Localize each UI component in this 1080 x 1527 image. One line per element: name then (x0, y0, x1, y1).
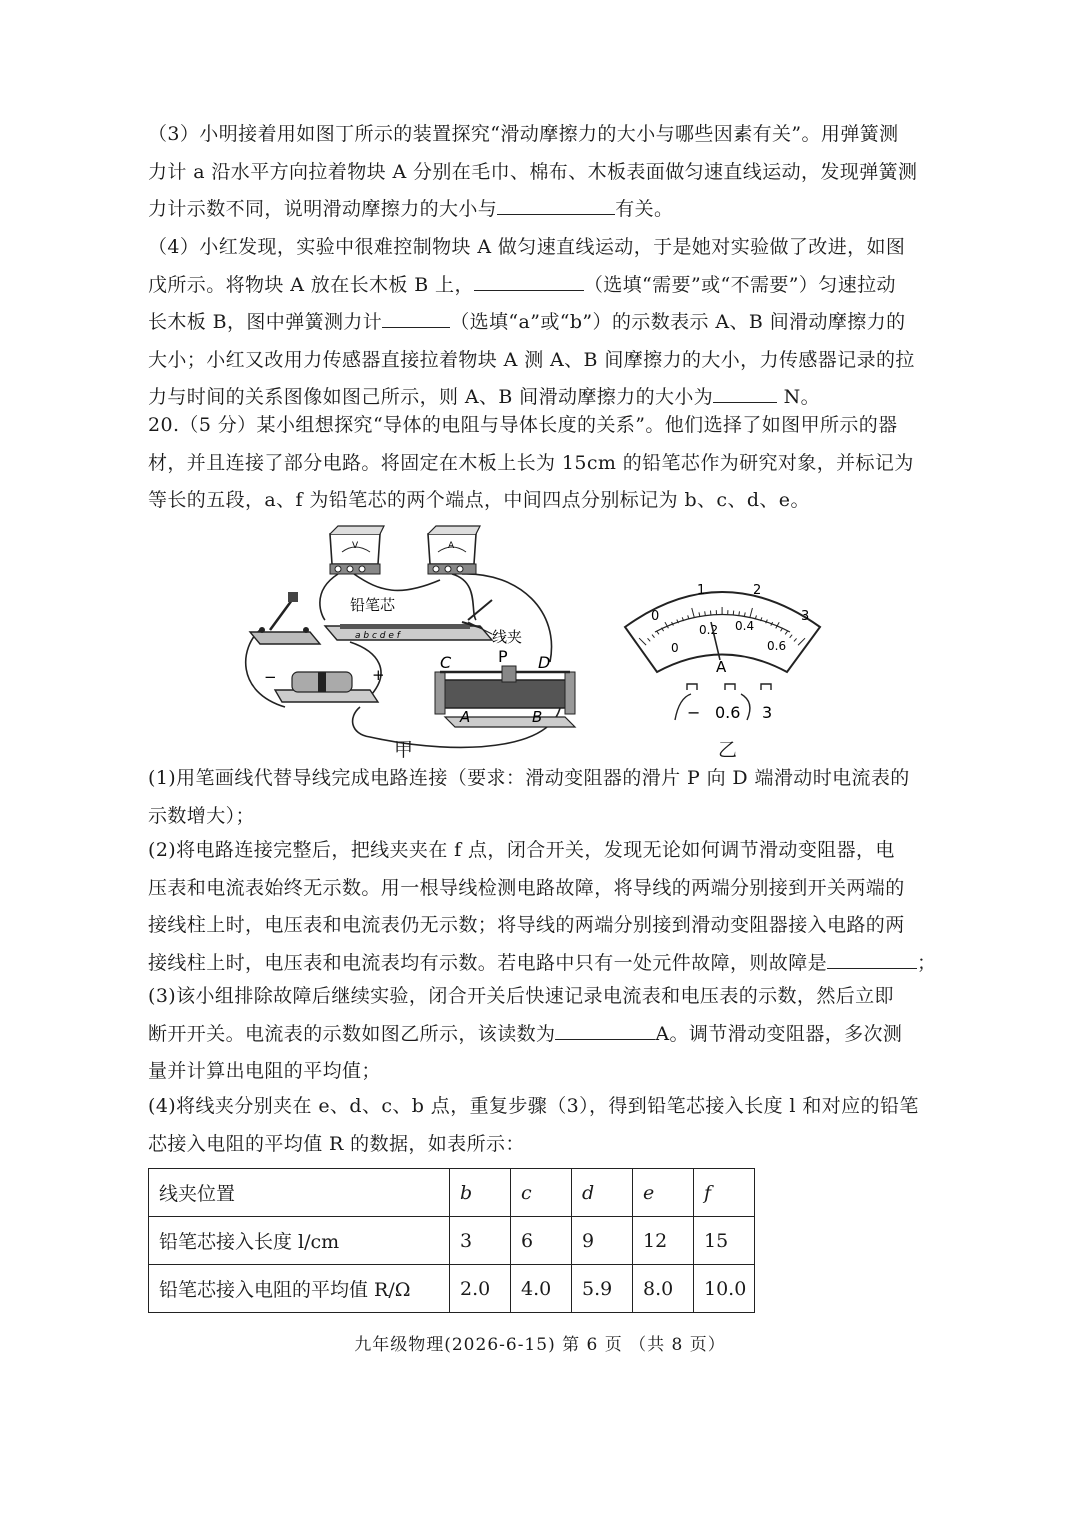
q19-p4-line5-b: N。 (783, 386, 821, 408)
ammeter (428, 526, 480, 574)
table-row (149, 1217, 755, 1265)
top-scale-2: 2 (753, 583, 762, 598)
rheostat (435, 647, 575, 727)
table-row (149, 1169, 755, 1217)
page-footer: 九年级物理(2026-6-15) 第 6 页 （共 8 页） (354, 1335, 726, 1355)
q19-p4-line4: 大小；小红又改用力传感器直接拉着物块 A 测 A、B 间摩擦力的大小，力传感器记录的拉 (148, 348, 915, 371)
rheostat-P: P (498, 647, 508, 666)
q20-step4 (148, 1088, 938, 1163)
table-cell: b (450, 1169, 511, 1217)
bottom-scale-06: 0.6 (767, 639, 787, 653)
figure-yi-caption: 乙 (718, 739, 738, 761)
q20-step1 (148, 760, 938, 835)
data-table (148, 1168, 755, 1313)
terminal-minus: − (687, 703, 701, 722)
q20-step2 (148, 832, 938, 982)
top-scale-1: 1 (697, 583, 706, 598)
ammeter-dial-yi (615, 572, 830, 727)
q19-p3-line3 (148, 191, 938, 229)
table-cell: 9 (572, 1217, 633, 1265)
q20-s2-line4 (148, 945, 938, 983)
q19-p4-line2 (148, 267, 938, 305)
q20-intro-line3: 等长的五段，a、f 为铅笔芯的两个端点，中间四点分别标记为 b、c、d、e。 (148, 489, 810, 511)
q20-s3-line2 (148, 1016, 938, 1054)
answer-blank-q19-4b[interactable] (382, 326, 450, 328)
bottom-scale-0: 0 (671, 641, 679, 655)
table-row (149, 1265, 755, 1313)
table-cell: 铅笔芯接入电阻的平均值 R/Ω (149, 1265, 450, 1313)
q19-p4-line3 (148, 304, 938, 342)
table-cell: 12 (633, 1217, 694, 1265)
q20-s2-line1: (2)将电路连接完整后，把线夹夹在 f 点，闭合开关，发现无论如何调节滑动变阻器，电 (148, 839, 895, 861)
q19-p4-line5-a: 力与时间的关系图像如图己所示，则 A、B 间滑动摩擦力的大小为 (148, 386, 714, 408)
circuit-figure-jia (230, 522, 595, 754)
pencil-lead-points: a b c d e f (355, 631, 400, 641)
voltmeter (330, 526, 384, 574)
battery-minus: − (264, 668, 277, 686)
terminal-06: 0.6 (715, 703, 741, 722)
table-cell: 5.9 (572, 1265, 633, 1313)
table-cell: f (694, 1169, 755, 1217)
q19-p4-line2-a: 戊所示。将物块 A 放在长木板 B 上， (148, 273, 474, 296)
q19-p3-line3-a: 力计示数不同，说明滑动摩擦力的大小与 (148, 198, 498, 220)
q19-p4-line3-b: （选填“a”或“b”）的示数表示 A、B 间滑动摩擦力的 (450, 311, 906, 333)
rheostat-A: A (460, 708, 471, 726)
table-cell: 线夹位置 (149, 1169, 450, 1217)
battery (264, 666, 385, 702)
top-scale-3: 3 (801, 609, 810, 624)
q20-s1-line1: (1)用笔画线代替导线完成电路连接（要求：滑动变阻器的滑片 P 向 D 端滑动时电流表的 (148, 767, 910, 789)
table-cell: c (511, 1169, 572, 1217)
q19-part3 (148, 116, 938, 229)
dial-terminals (675, 684, 772, 722)
table-cell: d (572, 1169, 633, 1217)
dial-tick (705, 611, 706, 615)
q20-s2-line4-a: 接线柱上时，电压表和电流表均有示数。若电路中只有一处元件故障，则故障是 (148, 951, 828, 974)
q20-s3-line1: (3)该小组排除故障后继续实验，闭合开关后快速记录电流表和电压表的示数，然后立即 (148, 985, 894, 1007)
q20-s2-line3: 接线柱上时，电压表和电流表仍无示数；将导线的两端分别接到滑动变阻器接入电路的两 (148, 914, 905, 936)
answer-blank-q19-4c[interactable] (713, 401, 777, 403)
q19-p4-line3-a: 长木板 B，图中弹簧测力计 (148, 311, 383, 333)
ammeter-label: A (448, 541, 455, 551)
answer-blank-q20-2[interactable] (827, 967, 917, 969)
answer-blank-q20-3[interactable] (555, 1038, 655, 1040)
q20-intro-line2: 材，并且连接了部分电路。将固定在木板上长为 15cm 的铅笔芯作为研究对象，并标记为 (148, 451, 914, 474)
q20-intro (148, 407, 938, 520)
q19-p3-line2: 力计 a 沿水平方向拉着物块 A 分别在毛巾、棉布、木板表面做匀速直线运动，发现弹簧测 (148, 160, 918, 183)
pencil-lead-label: 铅笔芯 (350, 596, 396, 614)
rheostat-B: B (532, 708, 543, 726)
bottom-scale-02: 0.2 (699, 623, 719, 637)
q20-s1-line2: 示数增大）； (148, 804, 255, 827)
table-cell: 2.0 (450, 1265, 511, 1313)
top-scale-0: 0 (651, 609, 660, 624)
clip-label: 线夹 (492, 628, 523, 646)
q20-s3-line3: 量并计算出电阻的平均值； (148, 1060, 381, 1082)
pencil-lead-board (325, 596, 522, 646)
table-cell: 6 (511, 1217, 572, 1265)
battery-plus: + (372, 666, 385, 684)
answer-blank-q19-4a[interactable] (474, 289, 584, 291)
table-cell: 铅笔芯接入长度 l/cm (149, 1217, 450, 1265)
table-cell: 15 (694, 1217, 755, 1265)
q20-intro-line1: 20.（5 分）某小组想探究“导体的电阻与导体长度的关系”。他们选择了如图甲所示的器 (148, 414, 898, 436)
table-cell: 8.0 (633, 1265, 694, 1313)
rheostat-D: D (538, 653, 551, 672)
table-cell: 10.0 (694, 1265, 755, 1313)
table-cell: e (633, 1169, 694, 1217)
table-cell: 3 (450, 1217, 511, 1265)
dial-tick (739, 611, 740, 615)
voltmeter-label: V (352, 541, 359, 551)
q19-p3-line3-b: 有关。 (615, 198, 674, 220)
switch (250, 592, 320, 644)
q20-step3 (148, 978, 938, 1091)
q20-s3-line2-b: A。调节滑动变阻器，多次测 (655, 1022, 903, 1045)
figure-jia-caption: 甲 (394, 739, 414, 761)
q19-p4-line2-b: （选填“需要”或“不需要”）匀速拉动 (583, 273, 896, 296)
bottom-scale-04: 0.4 (735, 619, 755, 633)
q20-s3-line2-a: 断开开关。电流表的示数如图乙所示，该读数为 (148, 1022, 556, 1045)
q19-part4 (148, 229, 938, 417)
q19-p4-line1: （4）小红发现，实验中很难控制物块 A 做匀速直线运动，于是她对实验做了改进，如图 (148, 236, 906, 258)
q20-s4-line2: 芯接入电阻的平均值 R 的数据，如表所示： (148, 1132, 525, 1155)
rheostat-C: C (440, 653, 452, 672)
terminal-3: 3 (762, 703, 773, 722)
q20-s2-line2: 压表和电流表始终无示数。用一根导线检测电路故障，将导线的两端分别接到开关两端的 (148, 876, 905, 899)
q19-p3-line1: （3）小明接着用如图丁所示的装置探究“滑动摩擦力的大小与哪些因素有关”。用弹簧测 (148, 123, 899, 145)
answer-blank-q19-3[interactable] (497, 213, 615, 215)
dial-meter-letter: A (716, 658, 727, 676)
table-cell: 4.0 (511, 1265, 572, 1313)
q20-s4-line1: (4)将线夹分别夹在 e、d、c、b 点，重复步骤（3），得到铅笔芯接入长度 l 和对应的铅笔 (148, 1095, 919, 1117)
q20-s2-line4-b: ； (917, 951, 937, 974)
